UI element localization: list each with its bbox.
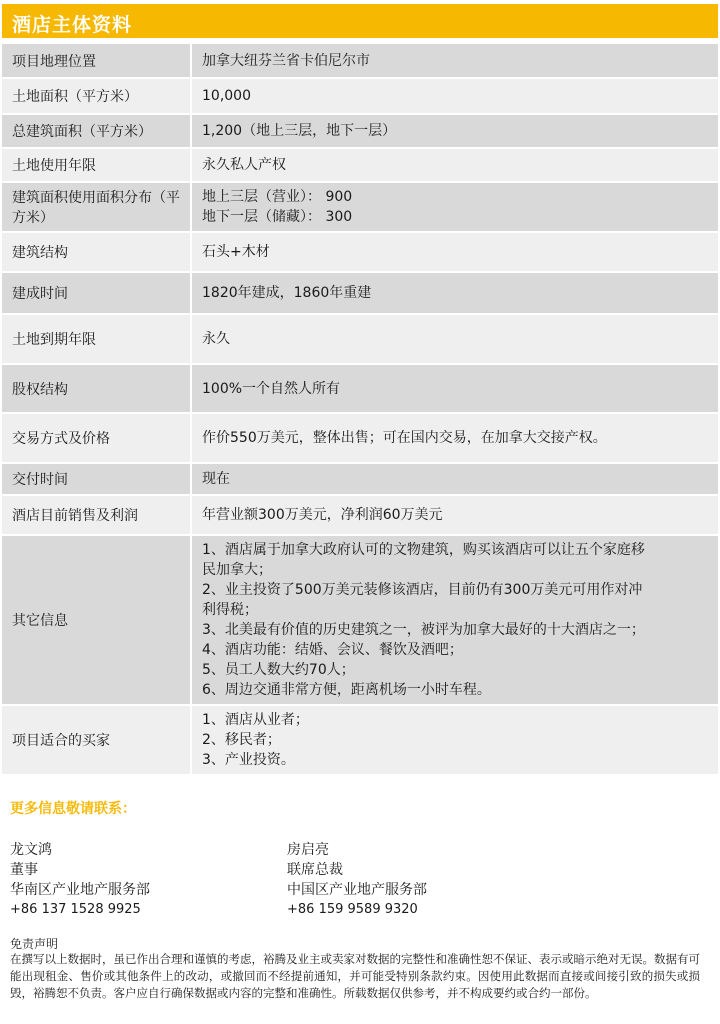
table-row <box>2 536 718 706</box>
contact-role: 董事 <box>10 862 38 878</box>
row-value-line: 现在 <box>202 471 230 487</box>
row-value-line: 6、周边交通非常方便，距离机场一小时车程。 <box>202 682 491 698</box>
row-label: 建筑结构 <box>2 233 192 271</box>
row-label: 建成时间 <box>2 273 192 313</box>
row-label: 酒店目前销售及利润 <box>2 496 192 534</box>
table-row <box>2 233 718 273</box>
row-value-line: 3、北美最有价值的历史建筑之一，被评为加拿大最好的十大酒店之一； <box>202 622 645 638</box>
row-value <box>192 315 718 363</box>
row-label: 交易方式及价格 <box>2 414 192 462</box>
row-value <box>192 365 718 412</box>
table-row <box>2 273 718 315</box>
contact-phone[interactable]: +86 159 9589 9320 <box>287 902 418 917</box>
contact-dept: 中国区产业地产服务部 <box>287 882 427 898</box>
row-value-line: 石头+木材 <box>202 244 270 260</box>
row-value-line: 4、酒店功能：结婚、会议、餐饮及酒吧； <box>202 642 463 658</box>
row-label: 土地使用年限 <box>2 149 192 181</box>
row-value <box>192 149 718 181</box>
row-value <box>192 706 718 774</box>
row-value-line: 2、移民者； <box>202 732 281 748</box>
row-label: 其它信息 <box>2 536 192 704</box>
row-label: 土地到期年限 <box>2 315 192 363</box>
row-value-line: 利得税； <box>202 602 258 618</box>
row-value-line: 地下一层（储藏）： 300 <box>202 209 353 225</box>
row-label: 交付时间 <box>2 464 192 494</box>
table-row <box>2 315 718 365</box>
table-row <box>2 414 718 464</box>
row-value <box>192 273 718 313</box>
row-label: 土地面积（平方米） <box>2 79 192 113</box>
table-row <box>2 706 718 776</box>
row-label: 建筑面积使用面积分布（平方米） <box>2 183 192 231</box>
contact-phone[interactable]: +86 137 1528 9925 <box>10 902 141 917</box>
row-value-line: 民加拿大； <box>202 562 272 578</box>
table-row <box>2 79 718 115</box>
row-value-line: 100%一个自然人所有 <box>202 380 341 397</box>
row-label: 项目地理位置 <box>2 44 192 77</box>
contact-role: 联席总裁 <box>287 862 343 878</box>
contact-name: 房启亮 <box>287 842 329 858</box>
disclaimer-text: 在撰写以上数据时，虽已作出合理和谨慎的考虑，裕腾及业主或卖家对数据的完整性和准确性恕不保证、表示或暗示绝对无误。数据有可能出现租金、售价或其他条件上的改动，或撤回而不经提前通知，并可能受特别条款约束。因使用此数据而直接或间接引致的损失或损毁，裕腾恕不负责。客户应自行确保数据或内容的完整和准确性。所载数据仅供参考，并不构成要约或合约一部份。 <box>10 952 700 1000</box>
table-row <box>2 149 718 183</box>
section-title: 酒店主体资料 <box>12 14 133 36</box>
table-row <box>2 496 718 536</box>
row-value-line: 永久私人产权 <box>202 157 286 173</box>
row-value-line: 作价550万美元，整体出售；可在国内交易，在加拿大交接产权。 <box>202 430 607 446</box>
row-value-line: 1,200（地上三层，地下一层） <box>202 123 397 139</box>
row-value <box>192 44 718 77</box>
table-row <box>2 44 718 79</box>
row-value-line: 1、酒店从业者； <box>202 712 309 728</box>
row-label: 股权结构 <box>2 365 192 412</box>
contact-card-1 <box>10 840 150 920</box>
disclaimer-title: 免责声明 <box>10 937 59 951</box>
row-label: 总建筑面积（平方米） <box>2 115 192 147</box>
contact-title: 更多信息敬请联系： <box>10 801 136 817</box>
row-value <box>192 536 718 704</box>
row-value <box>192 233 718 271</box>
row-value-line: 地上三层（营业）： 900 <box>202 189 353 205</box>
row-value-line: 10,000 <box>202 88 251 104</box>
row-value-line: 5、员工人数大约70人； <box>202 662 355 678</box>
row-value-line: 3、产业投资。 <box>202 752 295 768</box>
contact-card-2 <box>287 840 427 920</box>
section-header-bar <box>2 4 718 38</box>
row-value-line: 永久 <box>202 331 230 347</box>
hotel-info-table <box>2 44 718 776</box>
row-value-line: 加拿大纽芬兰省卡伯尼尔市 <box>202 52 370 69</box>
row-value <box>192 414 718 462</box>
row-label: 项目适合的买家 <box>2 706 192 774</box>
row-value-line: 1820年建成，1860年重建 <box>202 285 372 301</box>
table-row <box>2 115 718 149</box>
row-value <box>192 183 718 231</box>
row-value <box>192 115 718 147</box>
row-value <box>192 79 718 113</box>
table-row <box>2 365 718 414</box>
row-value <box>192 496 718 534</box>
table-row <box>2 464 718 496</box>
row-value <box>192 464 718 494</box>
table-row <box>2 183 718 233</box>
contact-name: 龙文鸿 <box>10 842 52 858</box>
row-value-line: 2、业主投资了500万美元装修该酒店，目前仍有300万美元可用作对冲 <box>202 582 643 598</box>
row-value-line: 1、酒店属于加拿大政府认可的文物建筑，购买该酒店可以让五个家庭移 <box>202 542 645 558</box>
row-value-line: 年营业额300万美元，净利润60万美元 <box>202 507 443 523</box>
contact-dept: 华南区产业地产服务部 <box>10 882 150 898</box>
